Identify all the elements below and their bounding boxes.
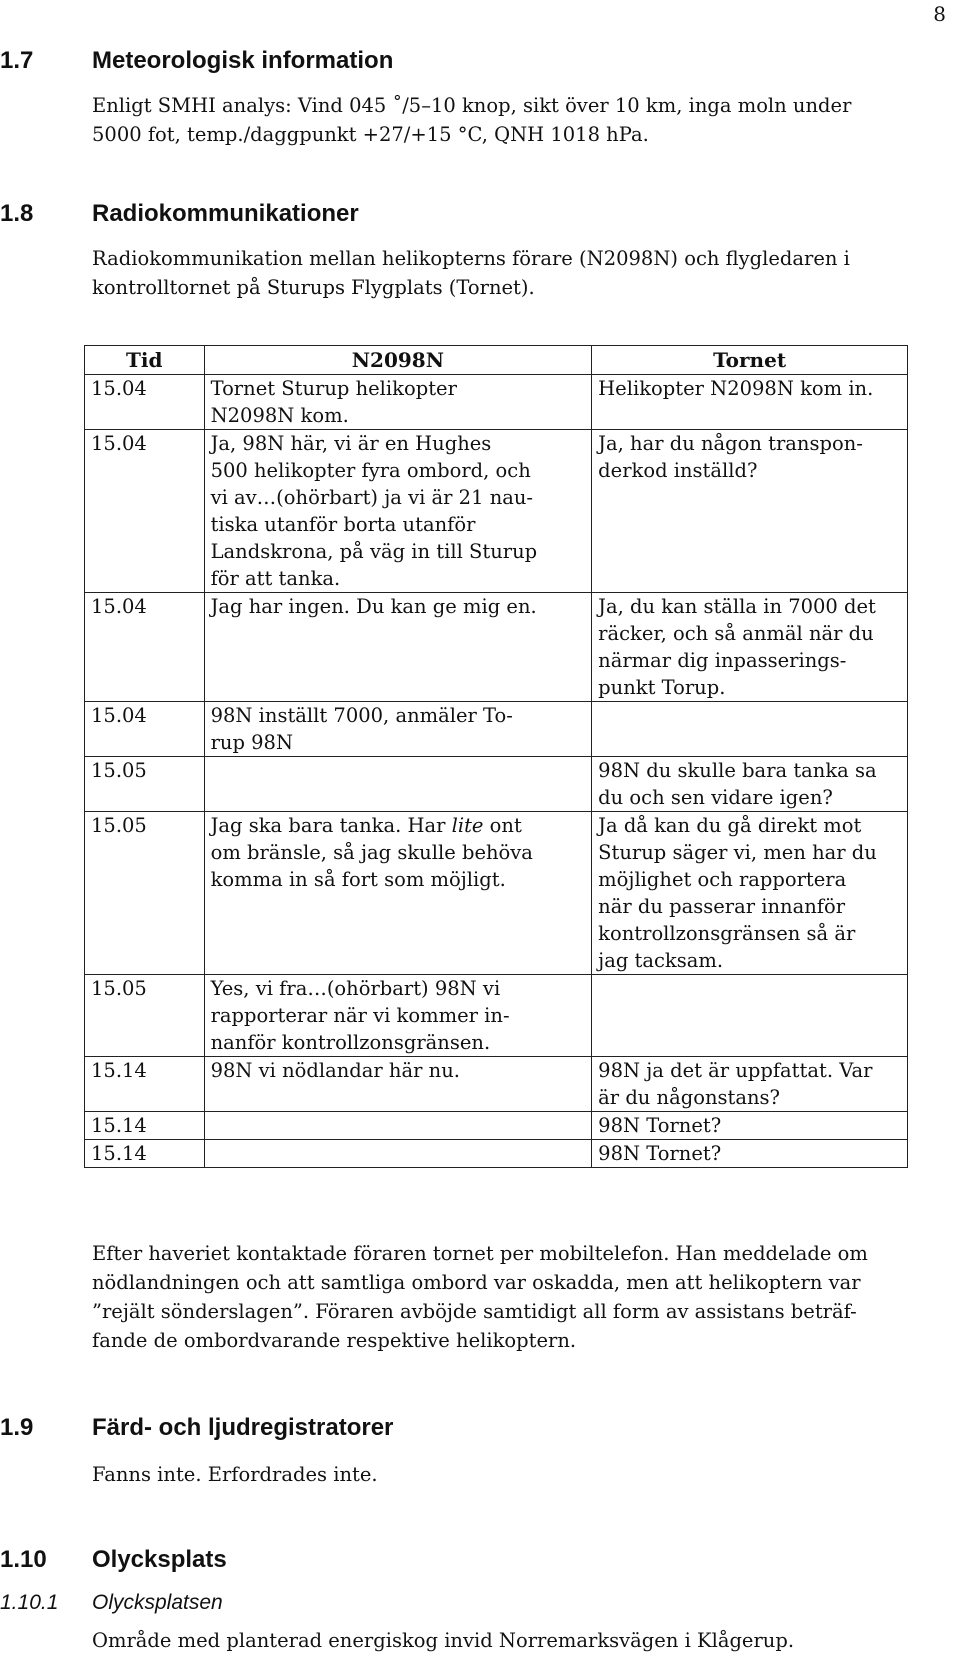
- cell-line: Ja, 98N här, vi är en Hughes: [210, 432, 492, 455]
- time-cell: 15.14: [85, 1140, 205, 1168]
- tornet-cell: [592, 1112, 908, 1140]
- tornet-cell: [592, 757, 908, 812]
- table-row: [85, 375, 908, 430]
- cell-line: 98N vi nödlandar här nu.: [210, 1059, 460, 1082]
- header-tornet: Tornet: [592, 346, 908, 375]
- table-row: [85, 757, 908, 812]
- cell-line: jag tacksam.: [598, 949, 724, 972]
- cell-line: rapporterar när vi kommer in-: [210, 1004, 510, 1027]
- cell-line: vi av…(ohörbart) ja vi är 21 nau-: [210, 486, 534, 509]
- time-cell: 15.05: [85, 975, 205, 1057]
- time-cell: 15.04: [85, 375, 205, 430]
- n2098n-cell: [204, 593, 592, 702]
- section-title: Färd- och ljudregistratorer: [92, 1414, 394, 1441]
- tornet-cell: [592, 975, 908, 1057]
- time-cell: 15.04: [85, 593, 205, 702]
- n2098n-cell: [204, 1112, 592, 1140]
- tornet-cell: [592, 1140, 908, 1168]
- tornet-cell: [592, 593, 908, 702]
- time-cell: 15.05: [85, 812, 205, 975]
- cell-line: 98N ja det är uppfattat. Var: [598, 1059, 873, 1082]
- page-number: 8: [933, 2, 946, 26]
- cell-line: Ja då kan du gå direkt mot: [598, 814, 862, 837]
- n2098n-cell: [204, 430, 592, 593]
- paragraph-line: ”rejält sönderslagen”. Föraren avböjde samtidigt all form av assistans beträf-: [92, 1300, 857, 1323]
- tornet-cell: [592, 430, 908, 593]
- section-title: Radiokommunikationer: [92, 200, 359, 227]
- n2098n-cell: [204, 975, 592, 1057]
- radio-intro-paragraph: [92, 244, 942, 302]
- time-cell: 15.05: [85, 757, 205, 812]
- section-title: Olycksplats: [92, 1546, 227, 1573]
- paragraph-line: Område med planterad energiskog invid Norremarksvägen i Klågerup.: [92, 1629, 795, 1652]
- tornet-cell: [592, 812, 908, 975]
- subsection-title: Olycksplatsen: [92, 1591, 223, 1614]
- n2098n-cell: [204, 1057, 592, 1112]
- table-row: [85, 1112, 908, 1140]
- n2098n-cell: [204, 812, 592, 975]
- cell-line: Ja, du kan ställa in 7000 det: [598, 595, 876, 618]
- n2098n-cell: [204, 757, 592, 812]
- n2098n-cell: [204, 1140, 592, 1168]
- cell-line: Landskrona, på väg in till Sturup: [210, 540, 538, 563]
- table-row: [85, 430, 908, 593]
- cell-line: 98N inställt 7000, anmäler To-: [210, 704, 513, 727]
- section-number: 1.9: [0, 1414, 34, 1441]
- cell-line: Helikopter N2098N kom in.: [598, 377, 874, 400]
- table-row: [85, 702, 908, 757]
- paragraph-line: Enligt SMHI analys: Vind 045 ˚/5–10 knop, sikt över 10 km, inga moln under: [92, 94, 852, 117]
- table-row: [85, 1140, 908, 1168]
- cell-line: möjlighet och rapportera: [598, 868, 847, 891]
- paragraph-line: Radiokommunikation mellan helikopterns förare (N2098N) och flygledaren i: [92, 247, 850, 270]
- time-cell: 15.14: [85, 1057, 205, 1112]
- section-title: Meteorologisk information: [92, 47, 394, 74]
- cell-line: komma in så fort som möjligt.: [210, 868, 506, 891]
- after-crash-paragraph: [92, 1239, 942, 1355]
- cell-line: Sturup säger vi, men har du: [598, 841, 877, 864]
- cell-line: räcker, och så anmäl när du: [598, 622, 874, 645]
- time-cell: 15.04: [85, 430, 205, 593]
- paragraph-line: fande de ombordvarande respektive helikoptern.: [92, 1329, 577, 1352]
- section-number: 1.10: [0, 1546, 47, 1573]
- table-header-row: [85, 346, 908, 375]
- header-n2098n: N2098N: [204, 346, 592, 375]
- cell-line: Yes, vi fra…(ohörbart) 98N vi: [210, 977, 501, 1000]
- table-row: [85, 1057, 908, 1112]
- cell-line: tiska utanför borta utanför: [210, 513, 476, 536]
- table-row: [85, 975, 908, 1057]
- cell-line: N2098N kom.: [210, 404, 349, 427]
- cell-line: Ja, har du någon transpon-: [598, 432, 863, 455]
- subsection-number: 1.10.1: [0, 1591, 59, 1614]
- cell-line: 500 helikopter fyra ombord, och: [210, 459, 531, 482]
- cell-line: kontrollzonsgränsen så är: [598, 922, 856, 945]
- paragraph-line: 5000 fot, temp./daggpunkt +27/+15 °C, QNH 1018 hPa.: [92, 123, 649, 146]
- recorders-paragraph: [92, 1460, 942, 1489]
- cell-line: närmar dig inpasserings-: [598, 649, 847, 672]
- cell-line: om bränsle, så jag skulle behöva: [210, 841, 533, 864]
- cell-line: du och sen vidare igen?: [598, 786, 833, 809]
- cell-line: Jag ska bara tanka. Har lite ont: [210, 814, 522, 837]
- table-row: [85, 812, 908, 975]
- time-cell: 15.04: [85, 702, 205, 757]
- time-cell: 15.14: [85, 1112, 205, 1140]
- tornet-cell: [592, 375, 908, 430]
- section-number: 1.7: [0, 47, 34, 74]
- n2098n-cell: [204, 375, 592, 430]
- cell-line: när du passerar innanför: [598, 895, 846, 918]
- n2098n-cell: [204, 702, 592, 757]
- cell-line: är du någonstans?: [598, 1086, 781, 1109]
- header-tid: Tid: [85, 346, 205, 375]
- tornet-cell: [592, 1057, 908, 1112]
- cell-line: punkt Torup.: [598, 676, 726, 699]
- paragraph-line: Efter haveriet kontaktade föraren tornet per mobiltelefon. Han meddelade om: [92, 1242, 868, 1265]
- cell-line: Jag har ingen. Du kan ge mig en.: [210, 595, 537, 618]
- cell-line: för att tanka.: [210, 567, 341, 590]
- radio-transcript-table: [84, 345, 908, 1168]
- cell-line: nanför kontrollzonsgränsen.: [210, 1031, 491, 1054]
- cell-line: 98N du skulle bara tanka sa: [598, 759, 877, 782]
- paragraph-line: kontrolltornet på Sturups Flygplats (Tornet).: [92, 276, 535, 299]
- paragraph-line: Fanns inte. Erfordrades inte.: [92, 1463, 378, 1486]
- table-row: [85, 593, 908, 702]
- section-number: 1.8: [0, 200, 34, 227]
- cell-line: rup 98N: [210, 731, 294, 754]
- weather-paragraph: [92, 91, 942, 149]
- paragraph-line: nödlandningen och att samtliga ombord var oskadda, men att helikoptern var: [92, 1271, 861, 1294]
- cell-line: 98N Tornet?: [598, 1142, 722, 1165]
- cell-line: derkod inställd?: [598, 459, 758, 482]
- site-paragraph: [92, 1626, 942, 1655]
- cell-line: 98N Tornet?: [598, 1114, 722, 1137]
- tornet-cell: [592, 702, 908, 757]
- cell-line: Tornet Sturup helikopter: [210, 377, 457, 400]
